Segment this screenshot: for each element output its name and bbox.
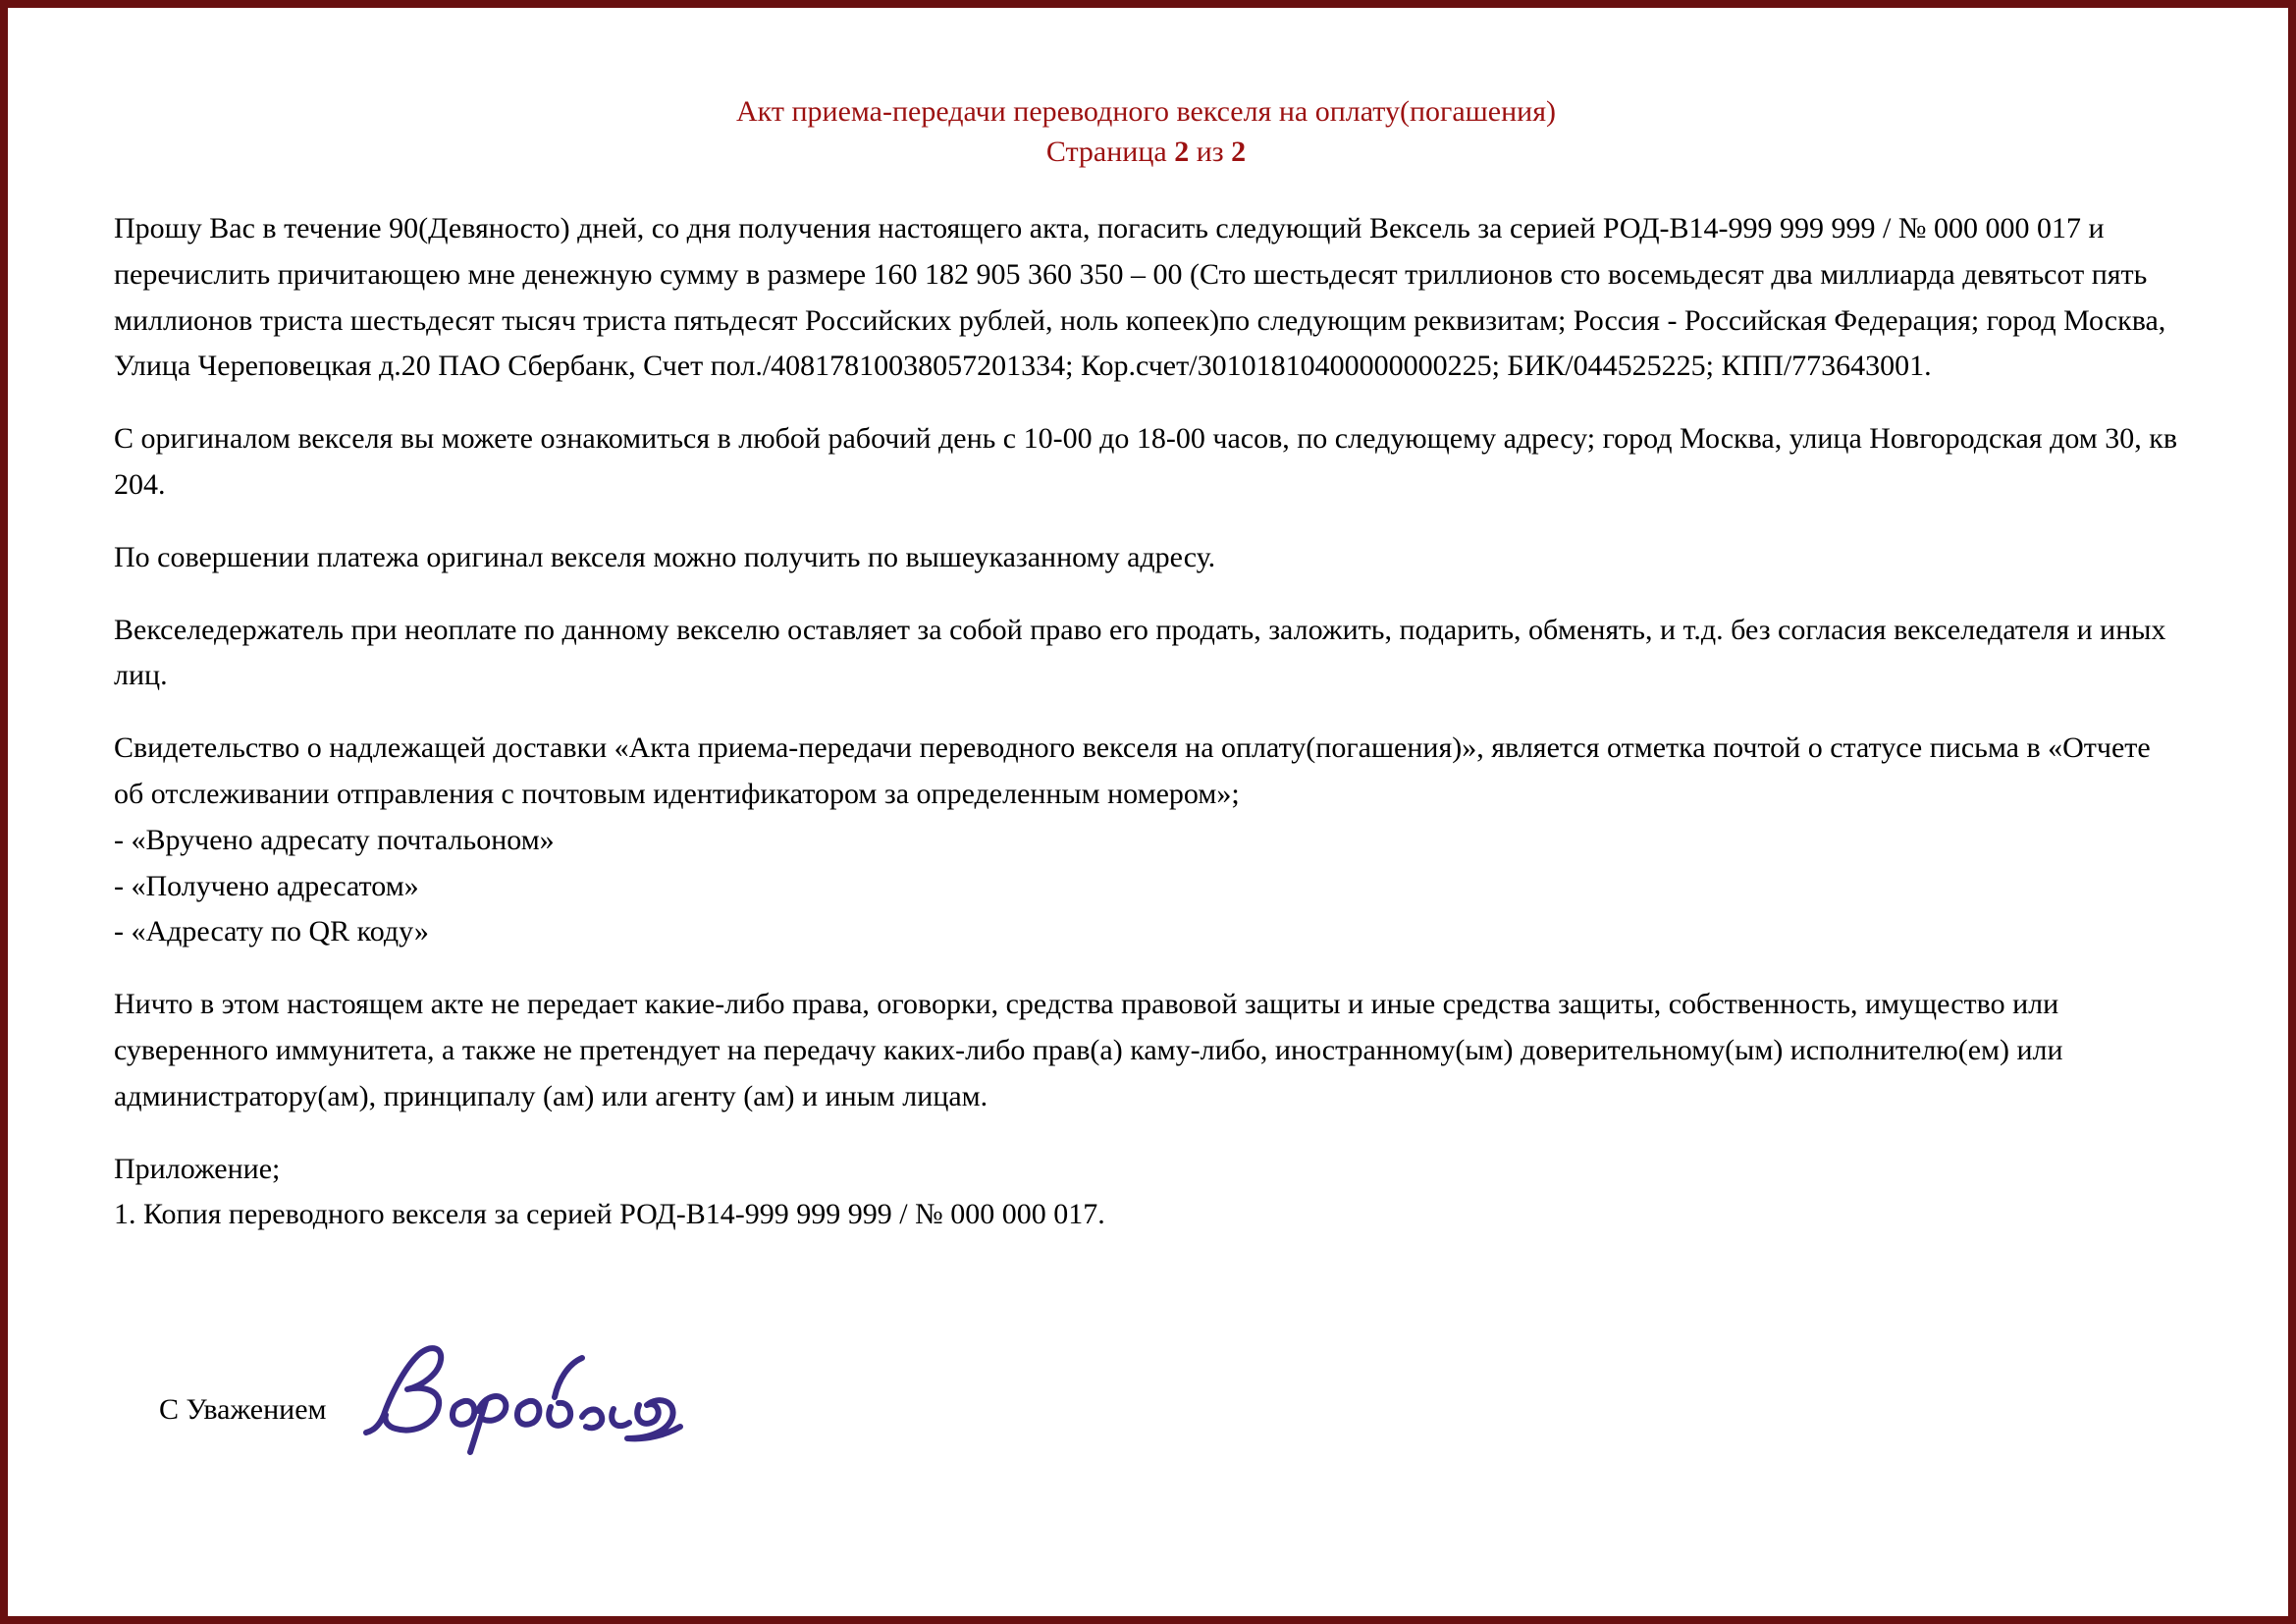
delivery-status-item: - «Получено адресатом» xyxy=(114,869,419,902)
delivery-status-item: - «Вручено адресату почтальоном» xyxy=(114,823,555,856)
paragraph-delivery-proof xyxy=(114,726,2178,955)
delivery-proof-intro: Свидетельство о надлежащей доставки «Акта приема-передачи переводного векселя на оплату(погашения)», является отметка почтой о статусе письма в «Отчете об отслеживании отправления с почтовым идентификатором за определенным номером»; xyxy=(114,731,2151,810)
signature-label: С Уважением xyxy=(159,1393,327,1427)
paragraph-payment-request: Прошу Вас в течение 90(Девяносто) дней, со дня получения настоящего акта, погасить следующий Вексель за серией РОД-В14-999 999 999 / № 000 000 017 и перечислить причитающею мне денежную сумму в размере 160 182 905 360 350 – 00 (Сто шестьдесят триллионов сто восемьдесят два миллиарда девятьсот пять миллионов триста шестьдесят тысяч триста пятьдесят Российских рублей, ноль копеек)по следующим реквизитам; Россия - Российская Федерация; город Москва, Улица Череповецкая д.20 ПАО Сбербанк, Счет пол./40817810038057201334; Кор.счет/30101810400000000225; БИК/044525225; КПП/773643001. xyxy=(114,212,2166,383)
paragraph-original-review: С оригиналом векселя вы можете ознакомиться в любой рабочий день с 10-00 до 18-00 часов, по следующему адресу; город Москва, улица Новгородская дом 30, кв 204. xyxy=(114,422,2178,501)
page-current: 2 xyxy=(1174,135,1190,168)
delivery-status-item: - «Адресату по QR коду» xyxy=(114,915,429,948)
page-of-label: из xyxy=(1196,135,1224,168)
paragraph-holder-rights: Векселедержатель при неоплате по данному векселю оставляет за собой право его продать, заложить, подарить, обменять, и т.д. без согласия векселедателя и иных лиц. xyxy=(114,613,2166,692)
attachment-heading: Приложение; xyxy=(114,1152,281,1185)
page-number-line xyxy=(114,133,2178,171)
page-label: Страница xyxy=(1045,135,1167,168)
signature-handwriting-icon xyxy=(360,1336,684,1458)
paragraph-no-transfer: Ничто в этом настоящем акте не передает какие-либо права, оговорки, средства правовой защиты и иные средства защиты, собственность, имущество или суверенного иммунитета, а также не претендует на передачу каких-либо прав(а) каму-либо, иностранному(ым) доверительному(ым) исполнителю(ем) или администратору(ам), принципалу (ам) или агенту (ам) и иным лицам. xyxy=(114,988,2063,1112)
page-total: 2 xyxy=(1231,135,1247,168)
attachment-item: 1. Копия переводного векселя за серией РОД-В14-999 999 999 / № 000 000 017. xyxy=(114,1198,1105,1231)
paragraph-after-payment: По совершении платежа оригинал векселя можно получить по вышеуказанному адресу. xyxy=(114,540,1216,573)
document-header xyxy=(114,92,2178,171)
attachment-block xyxy=(114,1147,2178,1239)
document-title: Акт приема-передачи переводного векселя на оплату(погашения) xyxy=(736,95,1556,128)
signature-block xyxy=(114,1362,2178,1458)
